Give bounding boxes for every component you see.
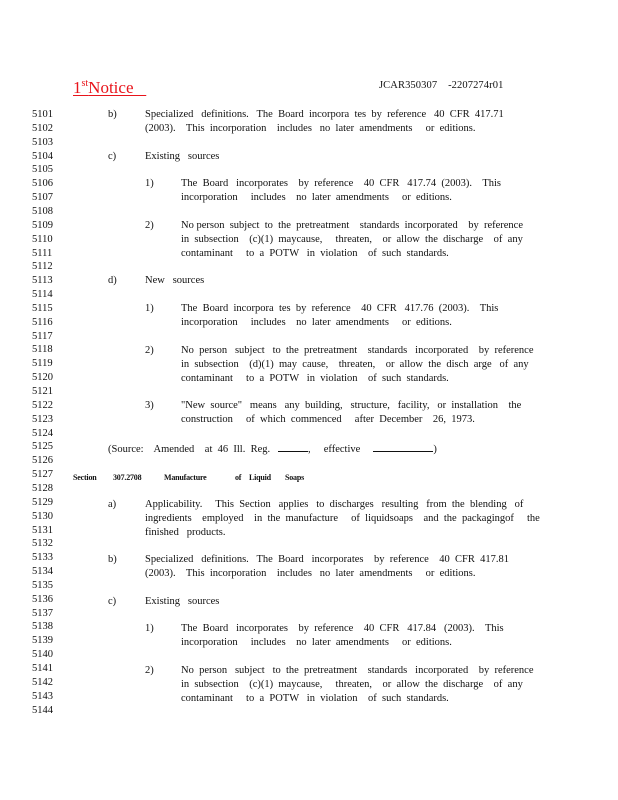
line-number: 5133 — [32, 552, 53, 564]
line-number: 5111 — [32, 247, 53, 259]
line-number: 5115 — [32, 302, 53, 314]
line-number: 5138 — [32, 621, 53, 633]
notice-ordinal-suffix: st — [81, 78, 89, 89]
line-number: 5110 — [32, 233, 53, 245]
paragraph-line: contaminant to a POTW in violation of such standards. — [181, 373, 449, 384]
section-word: Section — [73, 473, 97, 482]
line-number: 5122 — [32, 399, 53, 411]
line-number: 5107 — [32, 192, 53, 204]
item-label-2: 2) — [145, 345, 154, 356]
paragraph-line: Specialized definitions. The Board incorpora tes by reference 40 CFR 417.71 — [145, 109, 504, 120]
paragraph-line: Specialized definitions. The Board incorporates by reference 40 CFR 417.81 — [145, 554, 510, 565]
section-number: 307.2708 — [113, 473, 142, 482]
line-number: 5119 — [32, 358, 53, 370]
line-number: 5135 — [32, 579, 53, 591]
line-number: 5136 — [32, 593, 53, 605]
item-label-c: c) — [108, 151, 117, 162]
line-number: 5127 — [32, 469, 53, 481]
source-note-close: ) — [433, 444, 437, 455]
line-number: 5114 — [32, 289, 53, 300]
effective-date-blank — [373, 441, 433, 452]
item-label-b: b) — [108, 554, 117, 565]
section-title-word: Soaps — [285, 473, 305, 482]
notice-number: 1 — [73, 78, 82, 97]
line-number: 5143 — [32, 690, 53, 702]
paragraph-line: "New source" means any building, structure, facility, or installation the — [181, 400, 522, 411]
line-number: 5123 — [32, 413, 53, 425]
paragraph-line: The Board incorpora tes by reference 40 CFR 417.76 (2003). This — [181, 303, 499, 314]
line-number: 5106 — [32, 178, 53, 190]
subsection-title: New sources — [145, 275, 205, 286]
line-number: 5116 — [32, 316, 53, 328]
paragraph-line: finished products. — [145, 527, 226, 538]
line-number: 5124 — [32, 427, 53, 439]
paragraph-line: incorporation includes no later amendments or editions. — [181, 192, 452, 203]
item-label-1: 1) — [145, 623, 154, 634]
paragraph-line: No person subject to the pretreatment standards incorporated by reference — [181, 345, 534, 356]
item-label-1: 1) — [145, 178, 154, 189]
subsection-title: Existing sources — [145, 596, 220, 607]
line-number: 5129 — [32, 496, 53, 508]
line-number: 5142 — [32, 676, 53, 688]
line-number: 5130 — [32, 510, 53, 522]
paragraph-line: construction of which commenced after December 26, 1973. — [181, 414, 475, 425]
line-number: 5121 — [32, 386, 53, 397]
line-number: 5126 — [32, 455, 53, 467]
paragraph-line: ingredients employed in the manufacture of liquidsoaps and the packagingof the — [145, 513, 540, 524]
line-number: 5112 — [32, 261, 53, 273]
document-id: JCAR350307 -2207274r01 — [379, 80, 504, 91]
line-number: 5125 — [32, 441, 53, 453]
paragraph-line: (2003). This incorporation includes no later amendments or editions. — [145, 568, 476, 579]
section-title-word: Manufacture — [164, 473, 207, 482]
source-note-text: (Source: Amended at 46 Ill. Reg. — [108, 444, 271, 455]
paragraph-line: contaminant to a POTW in violation of such standards. — [181, 693, 449, 704]
paragraph-line: The Board incorporates by reference 40 CFR 417.74 (2003). This — [181, 178, 501, 189]
line-number: 5137 — [32, 607, 53, 619]
line-number: 5118 — [32, 344, 53, 356]
paragraph-line: The Board incorporates by reference 40 CFR 417.84 (2003). This — [181, 623, 504, 634]
section-title-word: Liquid — [249, 473, 271, 482]
line-number: 5140 — [32, 649, 53, 661]
item-label-2: 2) — [145, 220, 154, 231]
notice-word: Notice — [88, 78, 134, 97]
line-number: 5102 — [32, 122, 53, 134]
line-number: 5105 — [32, 164, 53, 176]
item-label-2: 2) — [145, 665, 154, 676]
paragraph-line: in subsection (c)(1) maycause, threaten, or allow the discharge of any — [181, 234, 523, 245]
source-note — [108, 441, 437, 457]
line-number: 5128 — [32, 482, 53, 494]
line-number: 5101 — [32, 109, 53, 120]
section-title-word: of — [235, 473, 242, 482]
item-label-c: c) — [108, 596, 117, 607]
paragraph-line: No person subject to the pretreatment standards incorporated by reference — [181, 665, 534, 676]
line-number: 5120 — [32, 372, 53, 384]
paragraph-line: in subsection (c)(1) maycause, threaten, or allow the discharge of any — [181, 679, 523, 690]
line-number: 5109 — [32, 219, 53, 231]
line-number: 5139 — [32, 635, 53, 647]
item-label-3: 3) — [145, 400, 154, 411]
source-note-effective: , effective — [308, 444, 361, 455]
item-label-1: 1) — [145, 303, 154, 314]
paragraph-line: incorporation includes no later amendments or editions. — [181, 637, 452, 648]
line-number: 5144 — [32, 704, 53, 716]
line-number: 5132 — [32, 538, 53, 550]
register-volume-blank — [278, 441, 308, 452]
paragraph-line: (2003). This incorporation includes no later amendments or editions. — [145, 123, 476, 134]
line-number: 5104 — [32, 150, 53, 162]
line-number: 5134 — [32, 566, 53, 577]
paragraph-line: No person subject to the pretreatment standards incorporated by reference — [181, 220, 523, 231]
paragraph-line: in subsection (d)(1) may cause, threaten, or allow the disch arge of any — [181, 359, 529, 370]
subsection-title: Existing sources — [145, 151, 220, 162]
line-number: 5131 — [32, 524, 53, 536]
line-number: 5113 — [32, 275, 53, 287]
line-number: 5117 — [32, 330, 53, 342]
item-label-a: a) — [108, 499, 117, 510]
item-label-d: d) — [108, 275, 117, 286]
item-label-b: b) — [108, 109, 117, 120]
line-number: 5141 — [32, 663, 53, 674]
paragraph-line: incorporation includes no later amendments or editions. — [181, 317, 452, 328]
first-notice-heading — [73, 74, 146, 98]
paragraph-line: contaminant to a POTW in violation of such standards. — [181, 248, 449, 259]
line-number: 5108 — [32, 205, 53, 217]
paragraph-line: Applicability. This Section applies to discharges resulting from the blending of — [145, 499, 524, 510]
line-number: 5103 — [32, 136, 53, 148]
